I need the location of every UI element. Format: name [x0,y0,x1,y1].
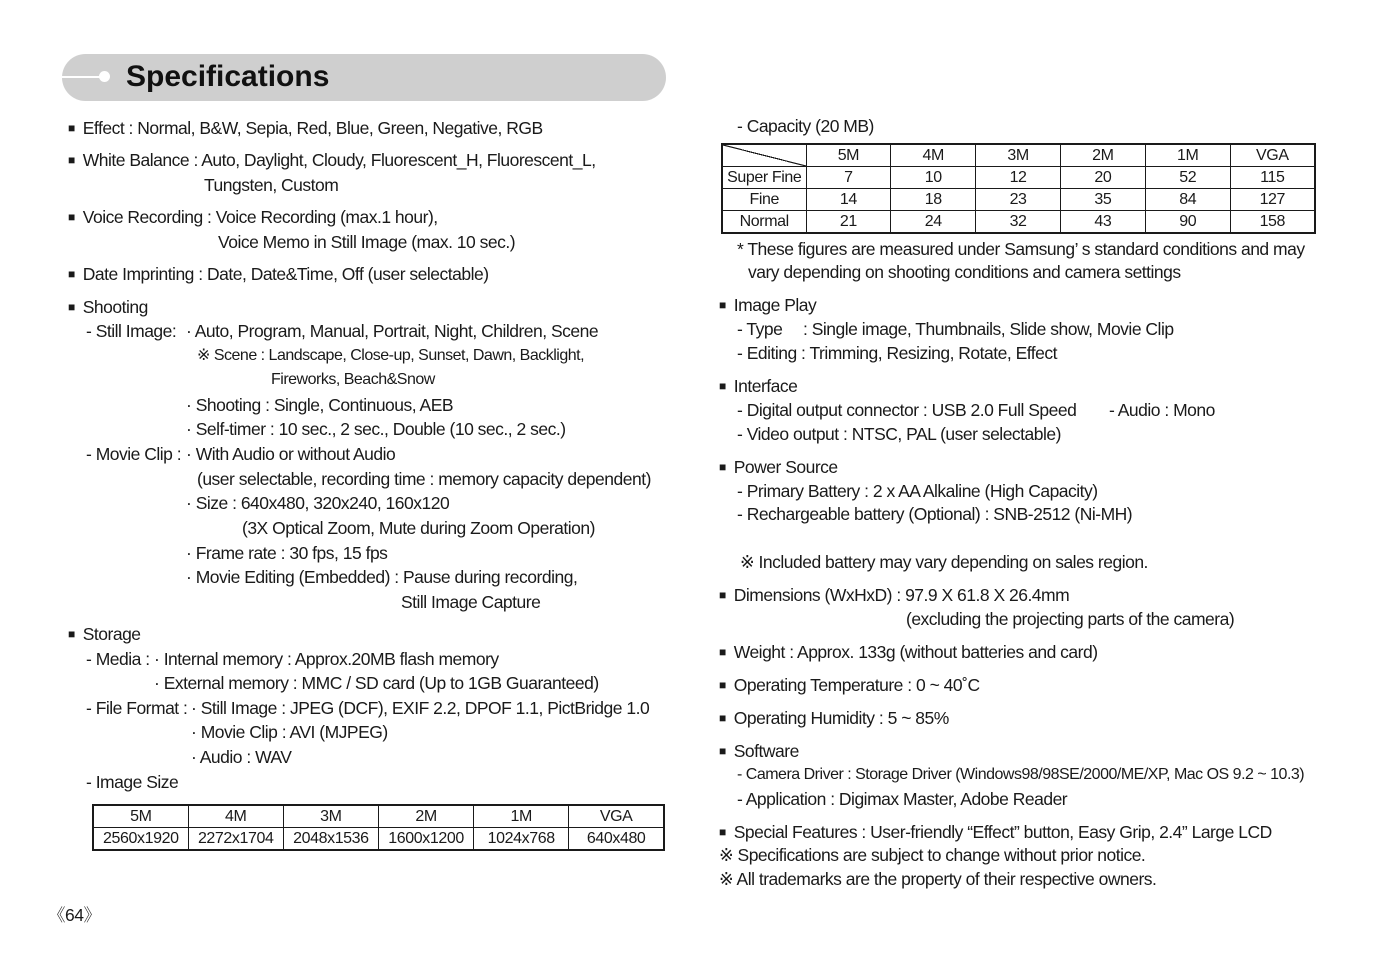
table-cell: 32 [976,211,1061,234]
movie-zoom-note: (3X Optical Zoom, Mute during Zoom Operation) [242,518,595,538]
bullet-icon: ■ [68,210,75,224]
table-cell: 1600x1200 [378,828,473,851]
effect-item: ■ Effect : Normal, B&W, Sepia, Red, Blue, Green, Negative, RGB [68,118,543,138]
voice-recording-item: ■ Voice Recording : Voice Recording (max.1 hour), [68,207,438,227]
file-format-still: · Still Image : JPEG (DCF), EXIF 2.2, DPOF 1.1, PictBridge 1.0 [191,698,650,718]
table-header-cell: 3M [283,805,378,828]
capacity-note-continued: vary depending on shooting conditions and camera settings [748,262,1181,282]
row-label: Super Fine [722,167,806,189]
digital-output: - Digital output connector : USB 2.0 Full Speed [737,400,1077,420]
shooting-heading: ■ Shooting [68,297,148,317]
table-cell: 1024x768 [474,828,569,851]
table-row [722,189,1315,211]
table-header-cell: 5M [93,805,188,828]
table-cell: 20 [1060,167,1145,189]
table-cell: 18 [891,189,976,211]
table-cell: 7 [806,167,891,189]
row-label: Fine [722,189,806,211]
table-cell: 640x480 [569,828,664,851]
table-cell: 90 [1145,211,1230,234]
notice-specifications: ※ Specifications are subject to change without prior notice. [719,845,1146,865]
bullet-icon: ■ [68,267,75,281]
frame-rate: · Frame rate : 30 fps, 15 fps [186,543,388,563]
table-corner-cell [722,144,806,167]
capacity-table [721,143,1316,234]
primary-battery: - Primary Battery : 2 x AA Alkaline (High Capacity) [737,481,1098,501]
bullet-icon: ■ [68,121,75,135]
still-image-modes: · Auto, Program, Manual, Portrait, Night, Children, Scene [186,321,599,341]
external-memory: · External memory : MMC / SD card (Up to 1GB Guaranteed) [154,673,599,693]
table-header-cell: 1M [1145,144,1230,167]
file-format-label: - File Format : [86,698,188,718]
bullet-icon: ■ [719,825,726,839]
table-cell: 10 [891,167,976,189]
table-cell: 115 [1230,167,1315,189]
table-cell: 43 [1060,211,1145,234]
row-label: Normal [722,211,806,234]
table-row [722,211,1315,234]
dimensions-continued: (excluding the projecting parts of the camera) [906,609,1235,629]
image-play-heading: ■ Image Play [719,295,817,315]
movie-editing-continued: Still Image Capture [401,592,541,612]
internal-memory: · Internal memory : Approx.20MB flash memory [154,649,499,669]
power-source-heading: ■ Power Source [719,457,838,477]
header-decoration-dot [99,71,110,82]
movie-audio: · With Audio or without Audio [186,444,396,464]
application: - Application : Digimax Master, Adobe Reader [737,789,1068,809]
bullet-icon: ■ [68,153,75,167]
video-output: - Video output : NTSC, PAL (user selectable) [737,424,1061,444]
image-play-type-label: - Type [737,319,783,339]
audio-output: - Audio : Mono [1109,400,1215,420]
rechargeable-battery: - Rechargeable battery (Optional) : SNB-2512 (Ni-MH) [737,504,1133,524]
dimensions-item: ■ Dimensions (WxHxD) : 97.9 X 61.8 X 26.4mm [719,585,1070,605]
table-header-row [722,144,1315,167]
scene-note: ※ Scene : Landscape, Close-up, Sunset, Dawn, Backlight, [197,347,585,364]
bullet-icon: ■ [719,645,726,659]
movie-clip-label: - Movie Clip : [86,444,182,464]
bullet-icon: ■ [719,298,726,312]
capacity-label: - Capacity (20 MB) [737,116,874,136]
table-cell: 23 [976,189,1061,211]
table-cell: 2048x1536 [283,828,378,851]
table-cell: 52 [1145,167,1230,189]
weight-item: ■ Weight : Approx. 133g (without batteries and card) [719,642,1098,662]
image-play-type-value: : Single image, Thumbnails, Slide show, Movie Clip [803,319,1174,339]
table-header-cell: 3M [976,144,1061,167]
header-decoration-line [62,76,102,78]
table-cell: 21 [806,211,891,234]
voice-recording-continued: Voice Memo in Still Image (max. 10 sec.) [218,232,516,252]
software-heading: ■ Software [719,741,799,761]
battery-note: ※ Included battery may vary depending on sales region. [740,552,1148,572]
table-cell: 84 [1145,189,1230,211]
movie-editing: · Movie Editing (Embedded) : Pause during recording, [186,567,578,587]
image-play-editing: - Editing : Trimming, Resizing, Rotate, Effect [737,343,1058,363]
operating-humidity-item: ■ Operating Humidity : 5 ~ 85% [719,708,949,728]
table-row [722,167,1315,189]
bullet-icon: ■ [68,627,75,641]
table-cell: 35 [1060,189,1145,211]
table-row [93,828,664,851]
self-timer: · Self-timer : 10 sec., 2 sec., Double (10 sec., 2 sec.) [186,419,566,439]
operating-temperature-item: ■ Operating Temperature : 0 ~ 40˚C [719,675,980,695]
still-image-label: - Still Image: [86,321,177,341]
table-header-cell: 4M [891,144,976,167]
table-cell: 14 [806,189,891,211]
bullet-icon: ■ [68,300,75,314]
table-header-cell: 4M [188,805,283,828]
notice-trademarks: ※ All trademarks are the property of their respective owners. [719,869,1157,889]
file-format-movie: · Movie Clip : AVI (MJPEG) [191,722,388,742]
table-header-cell: 2M [1060,144,1145,167]
table-header-cell: 5M [806,144,891,167]
scene-note-continued: Fireworks, Beach&Snow [271,371,435,388]
table-cell: 12 [976,167,1061,189]
image-size-label: - Image Size [86,772,179,792]
camera-driver: - Camera Driver : Storage Driver (Windows98/98SE/2000/ME/XP, Mac OS 9.2 ~ 10.3) [737,766,1305,783]
table-cell: 24 [891,211,976,234]
shooting-mode: · Shooting : Single, Continuous, AEB [186,395,454,415]
bullet-icon: ■ [719,588,726,602]
white-balance-item: ■ White Balance : Auto, Daylight, Cloudy, Fluorescent_H, Fluorescent_L, [68,150,596,170]
image-size-table [92,804,665,851]
interface-heading: ■ Interface [719,376,798,396]
table-header-cell: 2M [378,805,473,828]
table-cell: 2272x1704 [188,828,283,851]
movie-size: · Size : 640x480, 320x240, 160x120 [186,493,450,513]
bullet-icon: ■ [719,744,726,758]
special-features-item: ■ Special Features : User-friendly “Effect” button, Easy Grip, 2.4” Large LCD [719,822,1272,842]
bullet-icon: ■ [719,460,726,474]
table-cell: 2560x1920 [93,828,188,851]
table-header-row [93,805,664,828]
page-title: Specifications [126,60,330,93]
storage-heading: ■ Storage [68,624,141,644]
media-label: - Media : [86,649,150,669]
page-number: 《64》 [48,905,101,925]
movie-recording-note: (user selectable, recording time : memory capacity dependent) [197,469,651,489]
table-cell: 158 [1230,211,1315,234]
table-header-cell: VGA [569,805,664,828]
table-header-cell: 1M [474,805,569,828]
file-format-audio: · Audio : WAV [191,747,292,767]
table-header-cell: VGA [1230,144,1315,167]
white-balance-continued: Tungsten, Custom [204,175,339,195]
bullet-icon: ■ [719,379,726,393]
table-cell: 127 [1230,189,1315,211]
bullet-icon: ■ [719,711,726,725]
capacity-note: * These figures are measured under Samsung’ s standard conditions and may [737,239,1305,259]
bullet-icon: ■ [719,678,726,692]
date-imprinting-item: ■ Date Imprinting : Date, Date&Time, Off (user selectable) [68,264,489,284]
